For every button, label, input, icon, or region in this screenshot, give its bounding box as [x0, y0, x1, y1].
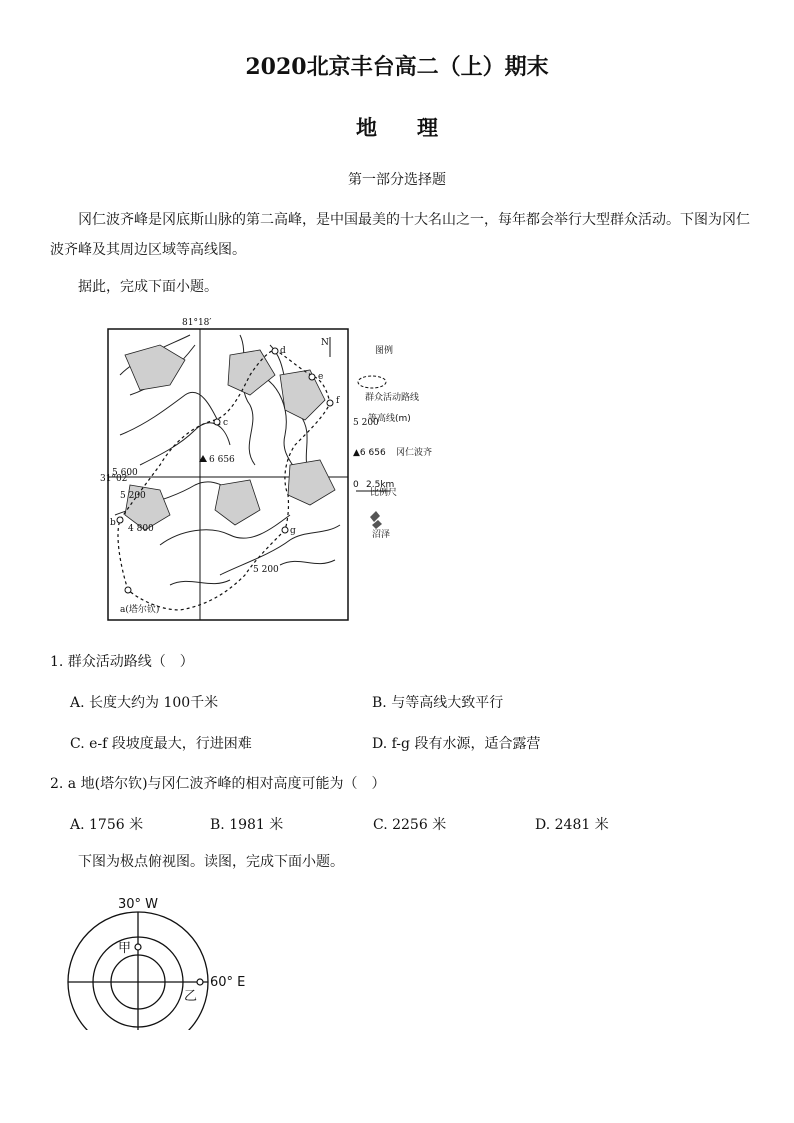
q1-option-b[interactable]: B. 与等高线大致平行 — [372, 695, 504, 711]
point-f-label: f — [336, 396, 340, 406]
point-e-label: e — [318, 372, 324, 382]
point-g-label: g — [290, 526, 296, 536]
legend-swamp: 沼泽 — [372, 530, 391, 540]
q2-option-a[interactable]: A. 1756 米 — [70, 817, 144, 833]
legend-scale-value: 2.5km — [366, 480, 395, 490]
q1-option-c[interactable]: C. e-f 段坡度最大，行进困难 — [70, 736, 252, 752]
peak-elevation: 6 656 — [209, 455, 235, 465]
latitude-label: 31°02′ — [100, 474, 130, 484]
point-d-label: d — [280, 346, 286, 356]
contour-label: 5 200 — [253, 565, 279, 575]
map-legend — [353, 344, 432, 540]
legend-route: 群众活动路线 — [365, 393, 420, 403]
point-yi — [197, 979, 203, 985]
point-c-label: c — [223, 418, 229, 428]
legend-contour: 等高线(m) — [368, 414, 411, 424]
question-2-stem: 2. a 地(塔尔钦)与冈仁波齐峰的相对高度可能为（ ） — [50, 776, 386, 792]
legend-scale-label: 比例尺 — [370, 488, 398, 498]
point-b-label: b — [110, 518, 116, 528]
intro-paragraph: 冈仁波齐峰是冈底斯山脉的第二高峰，是中国最美的十大名山之一，每年都会举行大型群众活动。下图为冈仁波齐峰及其周边区域等高线图。 — [50, 212, 750, 258]
legend-scale-zero: 0 — [353, 480, 359, 490]
contour-map — [100, 315, 510, 625]
point-jia — [135, 944, 141, 950]
contour-label: 4 800 — [128, 524, 154, 534]
q2-option-b[interactable]: B. 1981 米 — [210, 817, 284, 833]
top-longitude-label: 30° W — [118, 897, 159, 912]
point-a-label: a(塔尔钦) — [120, 605, 160, 615]
legend-route-symbol — [358, 376, 386, 388]
polar-diagram — [60, 890, 280, 1030]
contour-label: 5 200 — [120, 491, 146, 501]
jia-label: 甲 — [118, 941, 132, 956]
longitude-label: 81°18′ — [182, 318, 212, 328]
legend-title: 图例 — [375, 346, 394, 356]
legend-peak-sample: ▲6 656 — [353, 448, 386, 458]
north-label: N — [321, 338, 329, 348]
question-1-stem: 1. 群众活动路线（ ） — [50, 654, 194, 670]
legend-swamp-symbol — [370, 511, 382, 529]
q1-option-a[interactable]: A. 长度大约为 100千米 — [70, 695, 219, 711]
contour-label: 5 600 — [112, 468, 138, 478]
yi-label: 乙 — [184, 989, 198, 1004]
q1-option-d[interactable]: D. f-g 段有水源，适合露营 — [372, 736, 541, 752]
q2-option-d[interactable]: D. 2481 米 — [535, 817, 609, 833]
right-longitude-label: 60° E — [210, 975, 246, 990]
legend-peak-label: 冈仁波齐 — [396, 448, 433, 458]
subject-title: 地理 — [356, 115, 478, 140]
intro-instruction: 据此，完成下面小题。 — [78, 279, 218, 295]
section-heading: 第一部分选择题 — [348, 172, 446, 188]
contour-label: 5 200 — [353, 418, 379, 428]
polar-intro: 下图为极点俯视图。读图，完成下面小题。 — [78, 854, 344, 870]
page-title: 2020北京丰台高二（上）期末 — [245, 54, 549, 80]
q2-option-c[interactable]: C. 2256 米 — [373, 817, 447, 833]
